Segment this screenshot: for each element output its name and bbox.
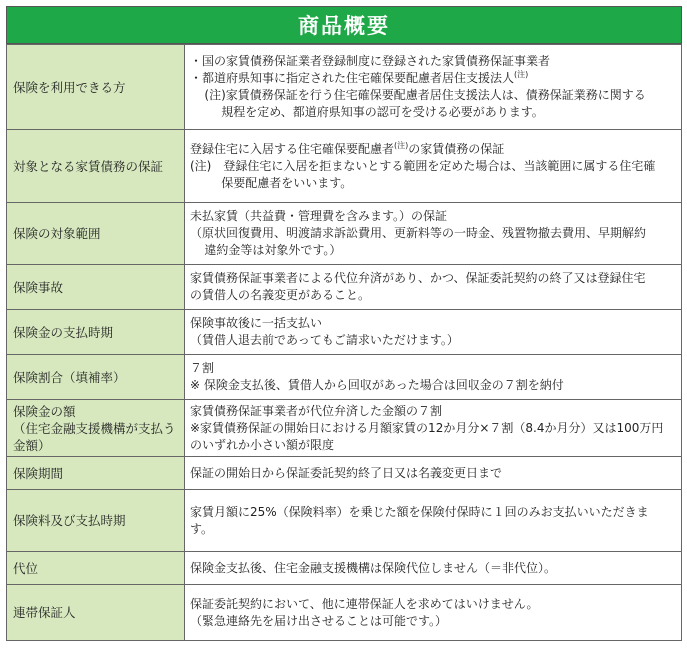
content-line: ・都道府県知事に指定された住宅確保要配慮者居住支援法人$^{(注)}$: [190, 70, 529, 85]
content-line: ※ 保険金支払後、賃借人から回収があった場合は回収金の７割を納付: [190, 378, 564, 392]
content-line: 家賃債務保証事業者による代位弁済があり、かつ、保証委託契約の終了又は登録住宅: [190, 271, 646, 285]
table-row: [7, 130, 682, 203]
table-row: [7, 457, 682, 490]
content-line: ※家賃債務保証の開始日における月額家賃の12か月分×７割（8.4か月分）又は100万円: [190, 420, 664, 435]
row-content: [185, 130, 682, 203]
content-line: 保証委託契約において、他に連帯保証人を求めてはいけません。: [190, 596, 539, 611]
row-label: 保険を利用できる方: [7, 45, 185, 130]
table-row: [7, 265, 682, 310]
row-content: [185, 490, 682, 552]
row-label: 保険期間: [7, 457, 185, 490]
row-content: [185, 355, 682, 400]
row-label: 保険割合（填補率）: [7, 355, 185, 400]
row-label: 保険金の支払時期: [7, 310, 185, 355]
content-line: （原状回復費用、明渡請求訴訟費用、更新料等の一時金、残置物撤去費用、早期解約: [190, 226, 647, 240]
row-content: [185, 585, 682, 641]
content-line: の賃借人の名義変更があること。: [190, 288, 371, 302]
content-line: 登録住宅に入居する住宅確保要配慮者$^{(注)}$の家賃債務の保証: [190, 140, 505, 156]
content-line: 家賃債務保証事業者が代位弁済した金額の７割: [190, 403, 443, 418]
table-row: [7, 203, 682, 265]
table-row: [7, 552, 682, 585]
product-summary: [6, 6, 682, 641]
table-row: [7, 355, 682, 400]
row-content: [185, 552, 682, 585]
row-content: [185, 310, 682, 355]
page-title: 商品概要: [6, 6, 682, 44]
content-line: 家賃月額に25%（保険料率）を乗じた額を保険付保時に１回のみお支払いいただきま: [190, 504, 649, 519]
row-label: 連帯保証人: [7, 585, 185, 641]
content-line: （賃借人退去前であってもご請求いただけます。）: [190, 333, 459, 347]
row-label: 保険料及び支払時期: [7, 490, 185, 552]
row-content: [185, 45, 682, 130]
content-line: (注)家賃債務保証を行う住宅確保要配慮者居住支援法人は、債務保証業務に関する: [204, 88, 646, 102]
row-label: 代位: [7, 552, 185, 585]
content-line: 規程を定め、都道府県知事の認可を受ける必要があります。: [221, 105, 544, 119]
row-label: 保険金の額 （住宅金融支援機構が支払う 金額）: [7, 400, 185, 457]
content-line: 違約金等は対象外です。）: [204, 243, 342, 257]
content-line: 保要配慮者をいいます。: [221, 175, 353, 190]
row-label: 対象となる家賃債務の保証: [7, 130, 185, 203]
content-line: 保証の開始日から保証委託契約終了日又は名義変更日まで: [190, 465, 503, 480]
content-line: す。: [190, 521, 214, 536]
content-line: ・国の家賃債務保証業者登録制度に登録された家賃債務保証事業者: [190, 54, 551, 68]
note-mark: (注): [514, 70, 529, 79]
row-content: [185, 203, 682, 265]
content-line: 保険金支払後、住宅金融支援機構は保険代位しません（＝非代位）。: [190, 560, 557, 575]
note-mark: (注): [394, 140, 409, 150]
content-line: 未払家賃（共益費・管理費を含みます。）の保証: [190, 209, 448, 223]
row-content: [185, 457, 682, 490]
content-line: （緊急連絡先を届け出させることは可能です。）: [190, 613, 448, 628]
table-row: [7, 400, 682, 457]
content-line: 保険事故後に一括支払い: [190, 316, 323, 330]
row-label: 保険の対象範囲: [7, 203, 185, 265]
row-label: 保険事故: [7, 265, 185, 310]
row-content: [185, 265, 682, 310]
table-row: [7, 490, 682, 552]
table-row: [7, 585, 682, 641]
table-row: [7, 310, 682, 355]
content-line: ７割: [190, 361, 215, 375]
content-line: (注) 登録住宅に入居を拒まないとする範囲を定めた場合は、当該範囲に属する住宅確: [190, 158, 656, 173]
table-row: [7, 45, 682, 130]
summary-table: [6, 44, 682, 641]
content-line: のいずれか小さい額が限度: [190, 437, 335, 452]
row-content: [185, 400, 682, 457]
